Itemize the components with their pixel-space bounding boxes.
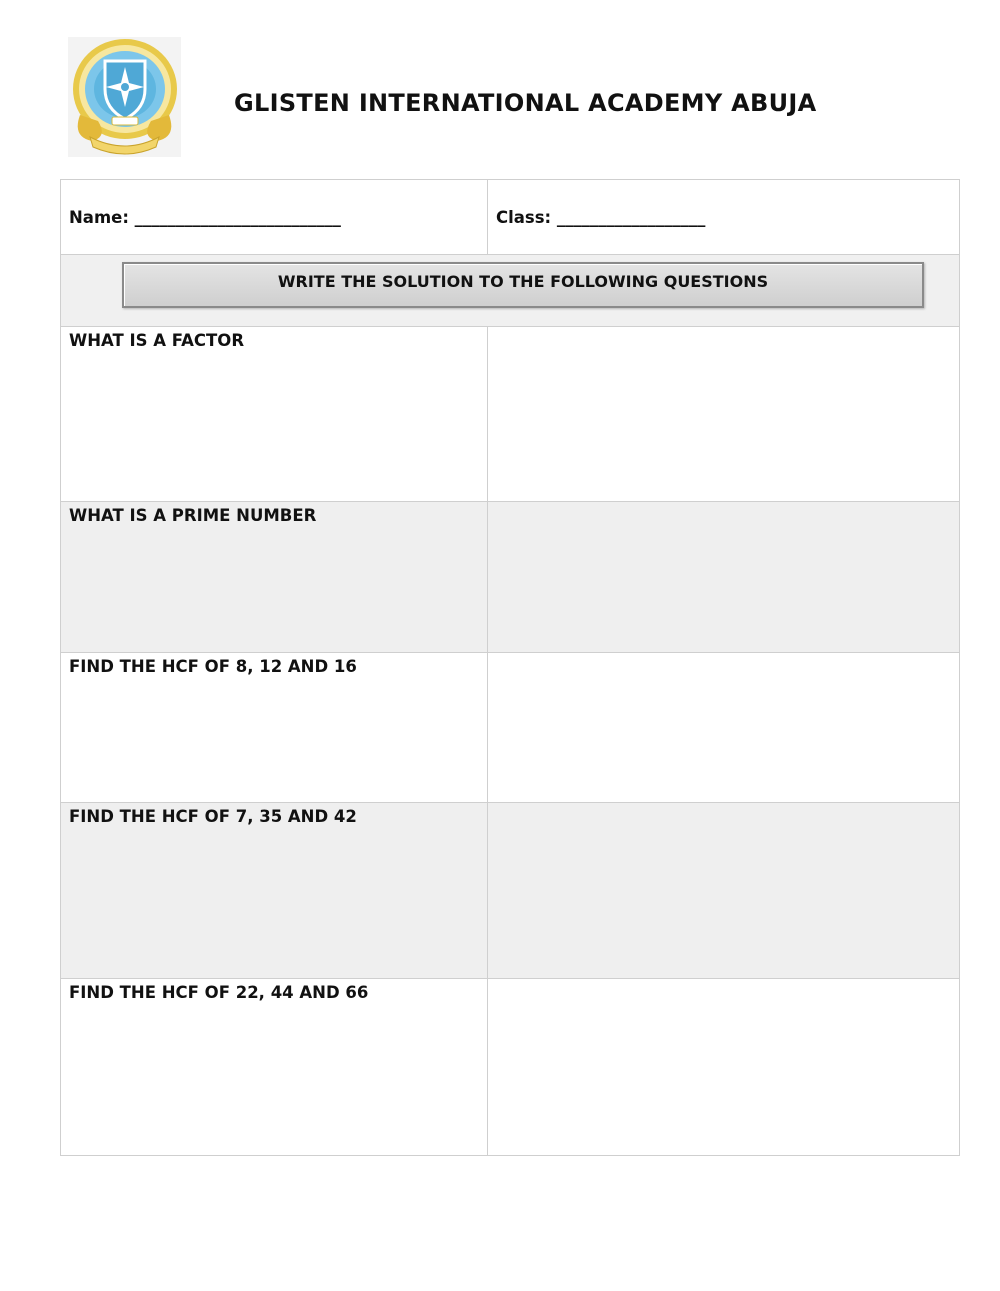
name-cell: [61, 180, 488, 255]
answer-cell[interactable]: [488, 653, 960, 803]
question-cell: [61, 979, 488, 1156]
instruction-row: [61, 255, 960, 327]
question-cell: [61, 653, 488, 803]
question-cell: [61, 327, 488, 502]
class-field[interactable]: Class: __________________: [496, 207, 706, 227]
answer-cell[interactable]: [488, 803, 960, 979]
question-text: WHAT IS A PRIME NUMBER: [69, 506, 317, 525]
question-row: [61, 979, 960, 1156]
question-text: FIND THE HCF OF 8, 12 AND 16: [69, 657, 357, 676]
answer-cell[interactable]: [488, 979, 960, 1156]
answer-cell[interactable]: [488, 502, 960, 653]
school-logo: [68, 37, 181, 157]
class-cell: [488, 180, 960, 255]
worksheet-table: [60, 179, 960, 1156]
instruction-cell: [61, 255, 960, 327]
name-field[interactable]: Name: _________________________: [69, 207, 341, 227]
question-row: [61, 502, 960, 653]
question-row: [61, 653, 960, 803]
question-cell: [61, 502, 488, 653]
answer-cell[interactable]: [488, 327, 960, 502]
question-row: [61, 803, 960, 979]
question-text: FIND THE HCF OF 22, 44 AND 66: [69, 983, 369, 1002]
question-text: WHAT IS A FACTOR: [69, 331, 245, 350]
instruction-banner: WRITE THE SOLUTION TO THE FOLLOWING QUESTIONS: [122, 262, 924, 308]
question-text: FIND THE HCF OF 7, 35 AND 42: [69, 807, 357, 826]
question-row: [61, 327, 960, 502]
question-cell: [61, 803, 488, 979]
student-info-row: [61, 180, 960, 255]
school-name-heading: GLISTEN INTERNATIONAL ACADEMY ABUJA: [234, 89, 817, 117]
